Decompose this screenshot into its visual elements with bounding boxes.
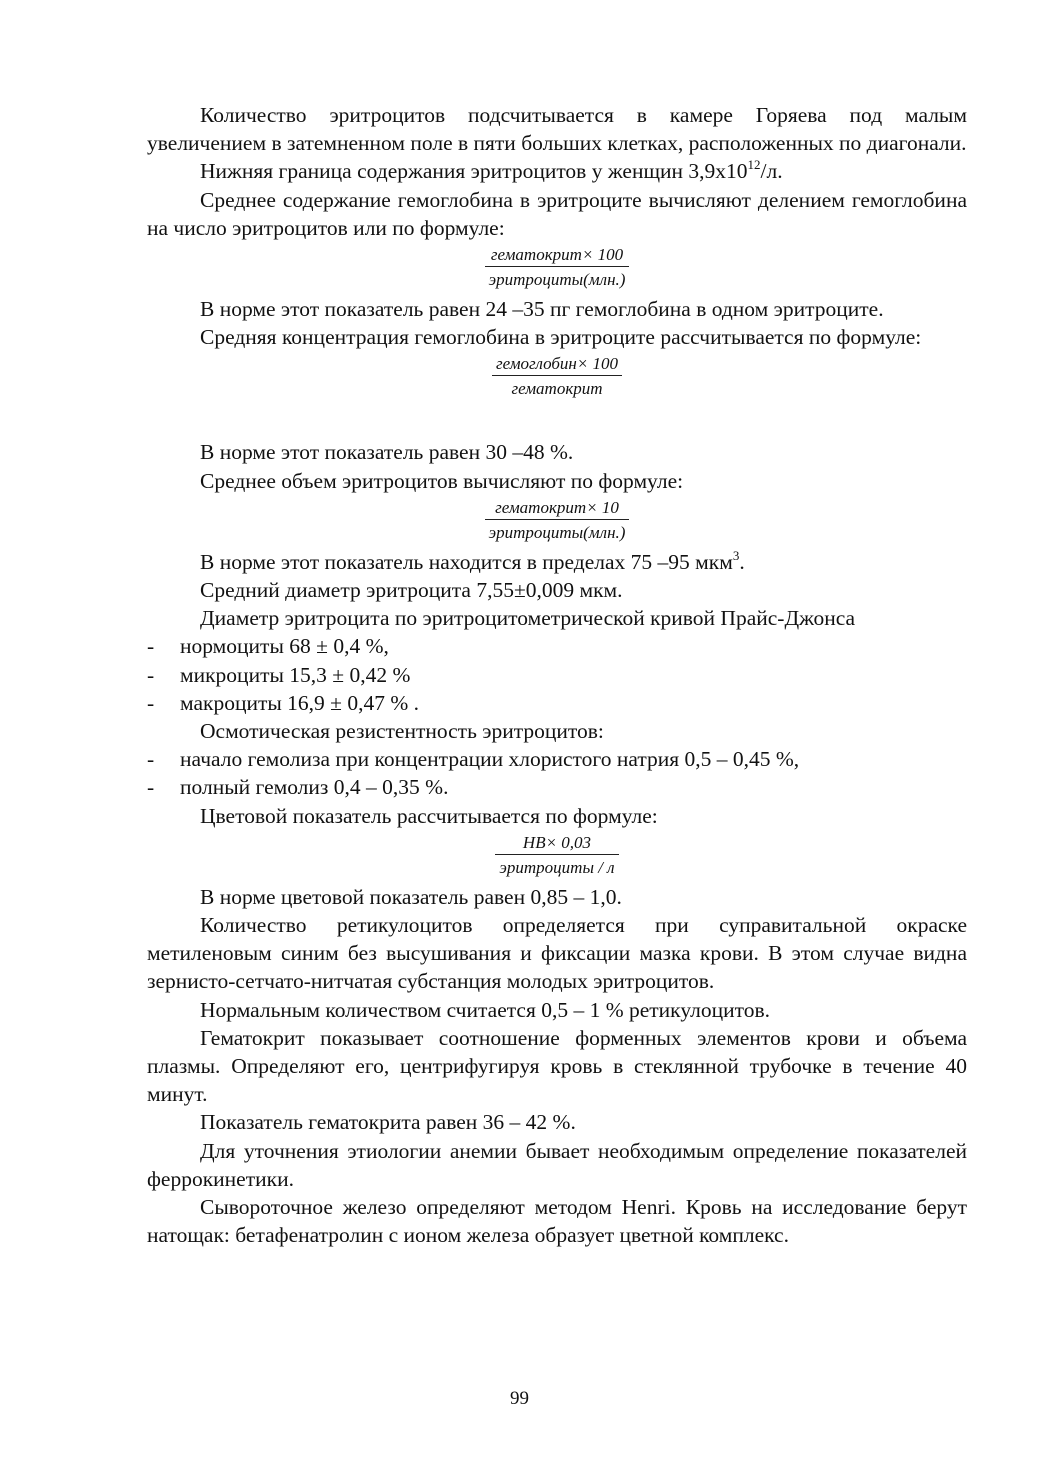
fraction (485, 497, 630, 546)
diameter-list (0, 632, 967, 717)
text-run: . (739, 549, 745, 574)
paragraph: В норме цветовой показатель равен 0,85 – 1,0. (200, 884, 622, 909)
paragraph: В норме этот показатель равен 30 –48 %. (200, 440, 574, 465)
superscript: 3 (732, 547, 740, 563)
formula-numerator: гематокрит× 100 (485, 244, 630, 267)
formula-numerator: гематокрит× 10 (485, 497, 630, 520)
paragraph (147, 157, 967, 185)
paragraph: Среднее объем эритроцитов вычисляют по формуле: (200, 468, 684, 493)
list-item-text: начало гемолиза при концентрации хлористого натрия 0,5 – 0,45 %, (180, 747, 800, 772)
list-item (0, 745, 967, 773)
superscript: 12 (747, 157, 761, 173)
formula-numerator: гемоглобин× 100 (492, 353, 622, 376)
osmotic-list (0, 745, 967, 801)
fraction (492, 353, 622, 402)
paragraph: Количество эритроцитов подсчитывается в камере Горяева под малым увеличением в затемненном поле в пяти больших клетках, расположенных по диагонали. (147, 103, 967, 156)
text-run: Нижняя граница содержания эритроцитов у женщин 3,9х10 (200, 159, 748, 184)
text-run: /л. (760, 159, 783, 184)
paragraph: Цветовой показатель рассчитывается по формуле: (200, 803, 658, 828)
list-item-text: микроциты 15,3 ± 0,42 % (180, 662, 411, 687)
list-item (0, 773, 967, 801)
list-item-text: нормоциты 68 ± 0,4 %, (180, 634, 389, 659)
bullet-dash: - (147, 662, 155, 687)
paragraph: Гематокрит показывает соотношение форменных элементов крови и объема плазмы. Определяют его, центрифугируя кровь в стеклянной трубочке в течение 40 минут. (147, 1025, 967, 1107)
paragraph: Средний диаметр эритроцита 7,55±0,009 мкм. (200, 578, 623, 603)
formula-denominator: эритроциты / л (499, 857, 615, 877)
formula-denominator: эритроциты(млн.) (488, 270, 626, 290)
paragraph: Количество ретикулоцитов определяется при суправитальной окраске метиленовым синим без высушивания и фиксации мазка крови. В этом случае видна зернисто-сетчато-нитчатая субстанция молодых эритроцитов. (147, 913, 967, 994)
formula-mchc (147, 351, 967, 404)
bullet-dash: - (147, 775, 155, 800)
bullet-dash: - (147, 690, 155, 715)
formula-numerator: HB× 0,03 (495, 832, 618, 855)
paragraph: В норме этот показатель равен 24 –35 пг гемоглобина в одном эритроците. (200, 297, 884, 322)
formula-color-index (147, 830, 967, 883)
list-item (0, 661, 967, 689)
paragraph: Показатель гематокрита равен 36 – 42 %. (200, 1110, 576, 1135)
paragraph: Среднее содержание гемоглобина в эритроците вычисляют делением гемоглобина на число эритроцитов или по формуле: (147, 187, 967, 240)
paragraph: Средняя концентрация гемоглобина в эритроците рассчитывается по формуле: (200, 325, 922, 350)
paragraph: Нормальным количеством считается 0,5 – 1 % ретикулоцитов. (200, 997, 771, 1022)
text-run: В норме этот показатель находится в пределах 75 –95 мкм (200, 549, 733, 574)
bullet-dash: - (147, 747, 155, 772)
paragraph (147, 548, 967, 576)
text-column (147, 101, 967, 1250)
list-item (0, 689, 967, 717)
list-item (0, 632, 967, 660)
paragraph: Для уточнения этиологии анемии бывает необходимым определение показателей феррокинетики. (147, 1138, 967, 1191)
fraction (485, 244, 630, 293)
paragraph: Диаметр эритроцита по эритроцитометрической кривой Прайс-Джонса (200, 606, 856, 631)
formula-denominator: эритроциты(млн.) (488, 522, 626, 542)
list-item-text: полный гемолиз 0,4 – 0,35 %. (180, 775, 449, 800)
bullet-dash: - (147, 634, 155, 659)
formula-denominator: гематокрит (511, 379, 603, 399)
fraction (495, 832, 618, 881)
paragraph: Сывороточное железо определяют методом Henri. Кровь на исследование берут натощак: бетафенатролин с ионом железа образует цветной комплекс. (147, 1195, 967, 1248)
list-item-text: макроциты 16,9 ± 0,47 % . (180, 690, 420, 715)
formula-mcv (147, 495, 967, 548)
page-number: 99 (510, 1388, 529, 1409)
formula-mch (147, 242, 967, 295)
paragraph: Осмотическая резистентность эритроцитов: (200, 719, 604, 744)
